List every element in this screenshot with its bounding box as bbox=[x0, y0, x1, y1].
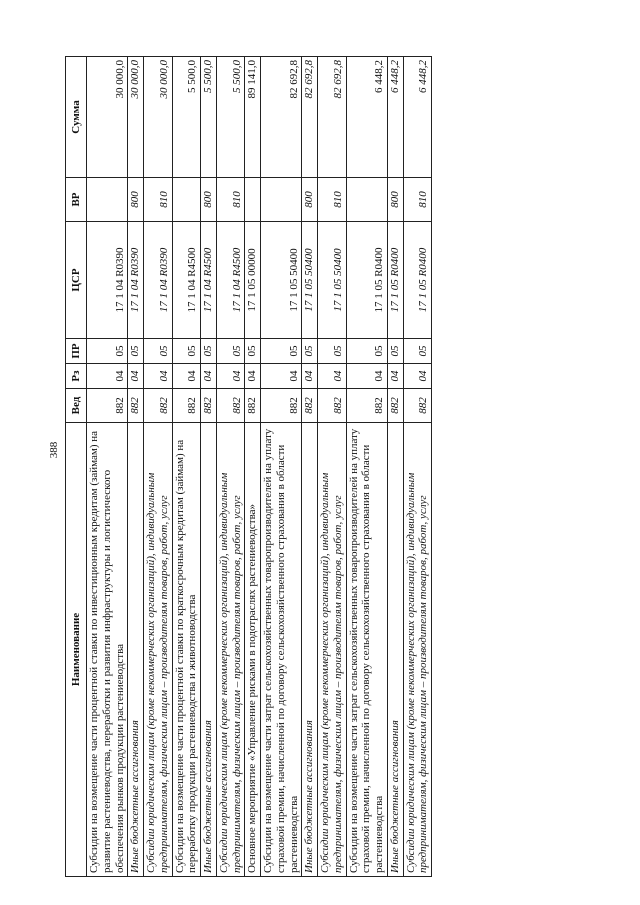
cell-rz: 04 bbox=[144, 364, 173, 389]
cell-pr: 05 bbox=[172, 339, 201, 364]
cell-pr: 05 bbox=[201, 339, 217, 364]
cell-ved: 882 bbox=[245, 389, 261, 423]
cell-pr: 05 bbox=[144, 339, 173, 364]
cell-ved: 882 bbox=[387, 389, 403, 423]
cell-name: Субсидии юридическим лицам (кроме некоммерческих организаций), индивидуальным предпринимателям, физическим лицам – производителям товаров, работ, услуг bbox=[403, 423, 432, 877]
cell-name: Субсидии юридическим лицам (кроме некоммерческих организаций), индивидуальным предпринимателям, физическим лицам – производителям товаров, работ, услуг bbox=[216, 423, 245, 877]
cell-vr: 800 bbox=[387, 178, 403, 222]
cell-ved: 882 bbox=[201, 389, 217, 423]
cell-pr: 05 bbox=[403, 339, 432, 364]
table-row bbox=[87, 57, 128, 877]
cell-csr: 17 1 05 R0400 bbox=[403, 222, 432, 339]
cell-vr bbox=[261, 178, 302, 222]
cell-name: Субсидии юридическим лицам (кроме некоммерческих организаций), индивидуальным предпринимателям, физическим лицам – производителям товаров, работ, услуг bbox=[144, 423, 173, 877]
cell-csr: 17 1 04 R0390 bbox=[144, 222, 173, 339]
cell-vr: 810 bbox=[403, 178, 432, 222]
page-number: 388 bbox=[48, 441, 60, 459]
cell-vr: 810 bbox=[216, 178, 245, 222]
cell-vr bbox=[87, 178, 128, 222]
cell-name: Субсидии на возмещение части процентной ставки по краткосрочным кредитам (займам) на переработку продукции растениеводства и животноводства bbox=[172, 423, 201, 877]
cell-sum: 6 448,2 bbox=[387, 57, 403, 178]
cell-csr: 17 1 04 R4500 bbox=[172, 222, 201, 339]
cell-vr bbox=[172, 178, 201, 222]
cell-rz: 04 bbox=[302, 364, 318, 389]
cell-sum: 5 500,0 bbox=[201, 57, 217, 178]
cell-rz: 04 bbox=[172, 364, 201, 389]
cell-vr: 800 bbox=[201, 178, 217, 222]
cell-pr: 05 bbox=[216, 339, 245, 364]
table-row bbox=[403, 57, 432, 877]
cell-rz: 04 bbox=[245, 364, 261, 389]
header-ved: Вед bbox=[66, 389, 87, 423]
cell-rz: 04 bbox=[128, 364, 144, 389]
table-row bbox=[172, 57, 201, 877]
cell-sum: 30 000,0 bbox=[128, 57, 144, 178]
cell-name: Иные бюджетные ассигнования bbox=[201, 423, 217, 877]
cell-csr: 17 1 04 R0390 bbox=[87, 222, 128, 339]
header-csr: ЦСР bbox=[66, 222, 87, 339]
table-row bbox=[128, 57, 144, 877]
cell-pr: 05 bbox=[245, 339, 261, 364]
table-row bbox=[201, 57, 217, 877]
cell-rz: 04 bbox=[387, 364, 403, 389]
cell-sum: 6 448,2 bbox=[403, 57, 432, 178]
cell-sum: 82 692,8 bbox=[261, 57, 302, 178]
cell-ved: 882 bbox=[302, 389, 318, 423]
cell-rz: 04 bbox=[403, 364, 432, 389]
cell-csr: 17 1 05 R0400 bbox=[387, 222, 403, 339]
cell-vr bbox=[346, 178, 387, 222]
cell-ved: 882 bbox=[261, 389, 302, 423]
cell-sum: 30 000,0 bbox=[144, 57, 173, 178]
cell-ved: 882 bbox=[216, 389, 245, 423]
cell-rz: 04 bbox=[346, 364, 387, 389]
cell-csr: 17 1 05 R0400 bbox=[346, 222, 387, 339]
cell-vr: 810 bbox=[318, 178, 347, 222]
cell-name: Субсидии на возмещение части процентной ставки по инвестиционным кредитам (займам) на развитие растениеводства, переработки и развития инфраструктуры и логистического обеспечения рынков продукции растениеводства bbox=[87, 423, 128, 877]
cell-vr bbox=[245, 178, 261, 222]
cell-csr: 17 1 04 R0390 bbox=[128, 222, 144, 339]
cell-ved: 882 bbox=[172, 389, 201, 423]
table-row bbox=[261, 57, 302, 877]
cell-rz: 04 bbox=[261, 364, 302, 389]
cell-ved: 882 bbox=[144, 389, 173, 423]
cell-pr: 05 bbox=[261, 339, 302, 364]
cell-ved: 882 bbox=[318, 389, 347, 423]
table-row bbox=[144, 57, 173, 877]
cell-csr: 17 1 04 R4500 bbox=[201, 222, 217, 339]
cell-sum: 82 692,8 bbox=[302, 57, 318, 178]
cell-ved: 882 bbox=[87, 389, 128, 423]
header-vr: ВР bbox=[66, 178, 87, 222]
cell-name: Субсидии на возмещение части затрат сельскохозяйственных товаропроизводителей на уплату страховой премии, начисленной по договору сельскохозяйственного страхования в области растениеводства bbox=[346, 423, 387, 877]
cell-pr: 05 bbox=[318, 339, 347, 364]
cell-rz: 04 bbox=[216, 364, 245, 389]
cell-rz: 04 bbox=[201, 364, 217, 389]
cell-sum: 82 692,8 bbox=[318, 57, 347, 178]
cell-ved: 882 bbox=[403, 389, 432, 423]
cell-pr: 05 bbox=[346, 339, 387, 364]
cell-vr: 800 bbox=[128, 178, 144, 222]
cell-vr: 800 bbox=[302, 178, 318, 222]
cell-pr: 05 bbox=[387, 339, 403, 364]
table-row bbox=[318, 57, 347, 877]
cell-csr: 17 1 05 00000 bbox=[245, 222, 261, 339]
table-row bbox=[346, 57, 387, 877]
cell-ved: 882 bbox=[128, 389, 144, 423]
cell-name: Иные бюджетные ассигнования bbox=[302, 423, 318, 877]
table-row bbox=[216, 57, 245, 877]
cell-vr: 810 bbox=[144, 178, 173, 222]
cell-ved: 882 bbox=[346, 389, 387, 423]
cell-csr: 17 1 05 50400 bbox=[261, 222, 302, 339]
table-row bbox=[245, 57, 261, 877]
cell-rz: 04 bbox=[318, 364, 347, 389]
cell-csr: 17 1 05 50400 bbox=[302, 222, 318, 339]
header-sum: Сумма bbox=[66, 57, 87, 178]
cell-sum: 6 448,2 bbox=[346, 57, 387, 178]
header-name: Наименование bbox=[66, 423, 87, 877]
cell-sum: 5 500,0 bbox=[216, 57, 245, 178]
cell-rz: 04 bbox=[87, 364, 128, 389]
cell-sum: 30 000,0 bbox=[87, 57, 128, 178]
cell-pr: 05 bbox=[302, 339, 318, 364]
cell-name: Субсидии на возмещение части затрат сельскохозяйственных товаропроизводителей на уплату страховой премии, начисленной по договору сельскохозяйственного страхования в области растениеводства bbox=[261, 423, 302, 877]
cell-sum: 89 141,0 bbox=[245, 57, 261, 178]
budget-table bbox=[65, 56, 432, 877]
cell-name: Иные бюджетные ассигнования bbox=[128, 423, 144, 877]
table-header-row bbox=[66, 57, 87, 877]
table-row bbox=[387, 57, 403, 877]
cell-csr: 17 1 05 50400 bbox=[318, 222, 347, 339]
cell-pr: 05 bbox=[87, 339, 128, 364]
header-rz: Рз bbox=[66, 364, 87, 389]
cell-pr: 05 bbox=[128, 339, 144, 364]
cell-sum: 5 500,0 bbox=[172, 57, 201, 178]
cell-name: Субсидии юридическим лицам (кроме некоммерческих организаций), индивидуальным предпринимателям, физическим лицам – производителям товаров, работ, услуг bbox=[318, 423, 347, 877]
table-row bbox=[302, 57, 318, 877]
rotated-table-container bbox=[65, 57, 605, 877]
cell-name: Иные бюджетные ассигнования bbox=[387, 423, 403, 877]
cell-csr: 17 1 04 R4500 bbox=[216, 222, 245, 339]
cell-name: Основное мероприятие «Управление рисками в подотраслях растениеводства» bbox=[245, 423, 261, 877]
header-pr: ПР bbox=[66, 339, 87, 364]
